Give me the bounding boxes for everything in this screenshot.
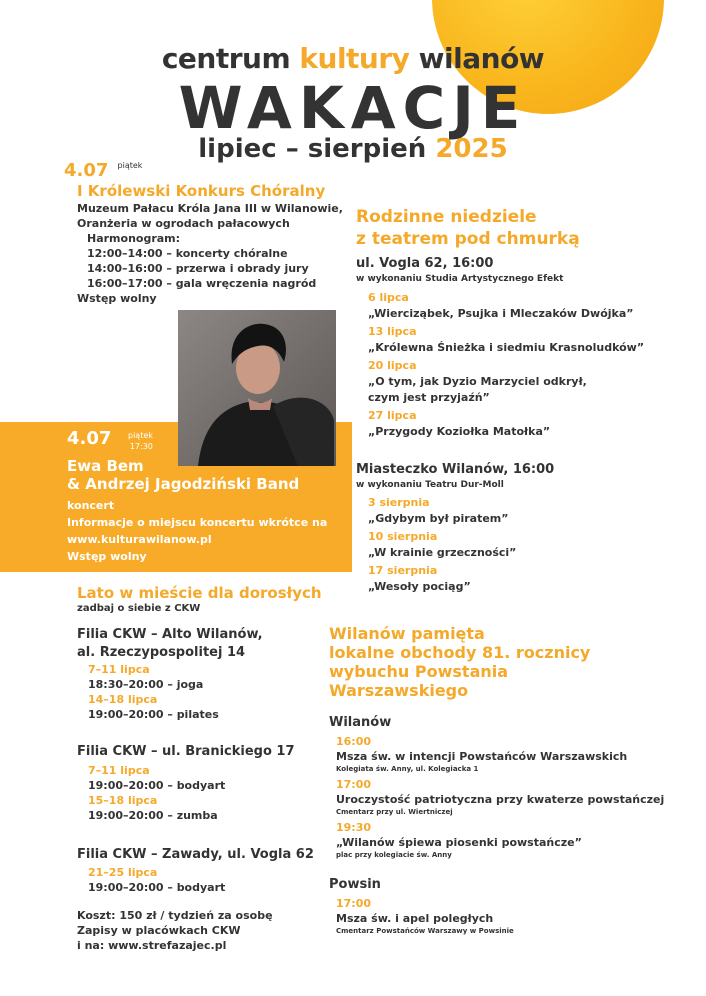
concert-time: 17:30 xyxy=(129,442,153,451)
choir-details xyxy=(77,201,347,306)
concert-day: piątek xyxy=(128,431,153,440)
event-title: Msza św. w intencji Powstańców Warszawskich xyxy=(336,750,628,763)
concert-type: koncert xyxy=(67,499,115,512)
adults-signup: Zapisy w placówkach CKW xyxy=(77,924,241,937)
class-date: 14–18 lipca xyxy=(88,693,158,706)
uprising-place-powsin: Powsin xyxy=(329,877,381,892)
show-date: 3 sierpnia xyxy=(368,496,430,509)
adults-cost: Koszt: 150 zł / tydzień za osobę xyxy=(77,909,273,922)
choir-day: piątek xyxy=(117,161,143,170)
adults-web: i na: www.strefazajec.pl xyxy=(77,939,227,952)
uprising-events-wilanow xyxy=(336,734,702,860)
show-title: „W krainie grzeczności” xyxy=(368,546,517,559)
uprising-title-line2: lokalne obchody 81. rocznicy xyxy=(329,643,591,662)
branch-2-schedule xyxy=(88,763,225,823)
show-date: 6 lipca xyxy=(368,291,409,304)
event-place: Cmentarz Powstańców Warszawy w Powsinie xyxy=(336,927,514,935)
concert-artist-line1: Ewa Bem xyxy=(67,457,144,475)
concert-artist xyxy=(67,457,299,493)
show-title: „Wierciząbek, Psujka i Mleczaków Dwójka” xyxy=(368,307,634,320)
choir-program-item: 16:00–17:00 – gala wręczenia nagród xyxy=(87,277,317,290)
brand-word-centrum: centrum xyxy=(161,42,291,75)
theatre-location-2: Miasteczko Wilanów, 16:00 xyxy=(356,462,555,477)
event-time: 19:30 xyxy=(336,821,372,834)
theatre-title-line1: Rodzinne niedziele xyxy=(356,207,537,227)
choir-program-item: 14:00–16:00 – przerwa i obrady jury xyxy=(87,262,309,275)
show-title: „Królewna Śnieżka i siedmiu Krasnoludków” xyxy=(368,341,645,354)
branch-2: Filia CKW – ul. Branickiego 17 xyxy=(77,744,295,759)
theatre-performer-1: w wykonaniu Studia Artystycznego Efekt xyxy=(356,274,564,284)
branch-1-line2: al. Rzeczypospolitej 14 xyxy=(77,645,246,660)
concert-date: 4.07 xyxy=(67,428,112,449)
show-title-cont: czym jest przyjaźń” xyxy=(368,391,490,404)
show-date: 10 sierpnia xyxy=(368,530,438,543)
class-time: 19:00–20:00 – pilates xyxy=(88,708,219,721)
show-date: 13 lipca xyxy=(368,325,417,338)
event-title: Uroczystość patriotyczna przy kwaterze powstańczej xyxy=(336,793,665,806)
choir-date: 4.07 xyxy=(64,160,109,181)
brand-name xyxy=(0,42,706,75)
uprising-title xyxy=(329,624,590,700)
subtitle-year: 2025 xyxy=(435,134,508,164)
adults-subtitle: zadbaj o siebie z CKW xyxy=(77,603,201,614)
choir-program-label: Harmonogram: xyxy=(87,232,181,245)
branch-1-schedule xyxy=(88,662,219,722)
choir-place-line1: Muzeum Pałacu Króla Jana III w Wilanowie, xyxy=(77,202,343,215)
branch-1 xyxy=(77,626,263,662)
event-place: plac przy kolegiacie św. Anny xyxy=(336,851,452,859)
uprising-events-powsin xyxy=(336,896,702,936)
concert-date-block xyxy=(67,428,111,449)
uprising-place-wilanow: Wilanów xyxy=(329,715,392,730)
concert-url: www.kulturawilanow.pl xyxy=(67,533,212,546)
uprising-title-line3: wybuchu Powstania xyxy=(329,662,509,681)
concert-day-time xyxy=(128,430,153,452)
concert-info: Informacje o miejscu koncertu wkrótce na xyxy=(67,516,328,529)
class-time: 19:00–20:00 – bodyart xyxy=(88,881,226,894)
concert-entry: Wstęp wolny xyxy=(67,550,147,563)
event-time: 17:00 xyxy=(336,778,372,791)
event-place: Cmentarz przy ul. Wiertniczej xyxy=(336,808,453,816)
class-date: 21–25 lipca xyxy=(88,866,158,879)
show-date: 27 lipca xyxy=(368,409,417,422)
class-time: 18:30–20:00 – joga xyxy=(88,678,204,691)
show-title: „O tym, jak Dyzio Marzyciel odkrył, xyxy=(368,375,587,388)
artist-photo xyxy=(178,310,336,466)
choir-program-item: 12:00–14:00 – koncerty chóralne xyxy=(87,247,288,260)
choir-date-block xyxy=(64,160,142,181)
event-title: Msza św. i apel poległych xyxy=(336,912,494,925)
class-date: 15–18 lipca xyxy=(88,794,158,807)
class-date: 7–11 lipca xyxy=(88,764,150,777)
event-place: Kolegiata św. Anny, ul. Kolegiacka 1 xyxy=(336,765,479,773)
show-title: „Przygody Koziołka Matołka” xyxy=(368,425,551,438)
adults-title: Lato w mieście dla dorosłych xyxy=(77,584,322,602)
brand-word-wilanow: wilanów xyxy=(418,42,545,75)
event-time: 17:00 xyxy=(336,897,372,910)
branch-3-schedule xyxy=(88,865,225,895)
uprising-title-line4: Warszawskiego xyxy=(329,681,469,700)
event-time: 16:00 xyxy=(336,735,372,748)
choir-title: I Królewski Konkurs Chóralny xyxy=(77,182,326,200)
theatre-location-1: ul. Vogla 62, 16:00 xyxy=(356,256,494,271)
class-time: 19:00–20:00 – bodyart xyxy=(88,779,226,792)
choir-place-line2: Oranżeria w ogrodach pałacowych xyxy=(77,217,290,230)
adults-footer xyxy=(77,908,273,953)
concert-details xyxy=(67,497,327,565)
concert-artist-line2: & Andrzej Jagodziński Band xyxy=(67,475,300,493)
event-title: „Wilanów śpiewa piosenki powstańcze” xyxy=(336,836,582,849)
theatre-title xyxy=(356,206,580,250)
theatre-performer-2: w wykonaniu Teatru Dur-Moll xyxy=(356,480,504,490)
choir-entry: Wstęp wolny xyxy=(77,292,157,305)
branch-3: Filia CKW – Zawady, ul. Vogla 62 xyxy=(77,847,314,862)
show-date: 17 sierpnia xyxy=(368,564,438,577)
theatre-shows-2 xyxy=(368,495,516,595)
uprising-title-line1: Wilanów pamięta xyxy=(329,624,485,643)
theatre-title-line2: z teatrem pod chmurką xyxy=(356,229,580,249)
brand-word-kultury: kultury xyxy=(299,42,410,75)
page-title: WAKACJE xyxy=(178,74,528,142)
artist-silhouette-icon xyxy=(178,310,336,466)
class-time: 19:00–20:00 – zumba xyxy=(88,809,218,822)
show-date: 20 lipca xyxy=(368,359,417,372)
branch-1-line1: Filia CKW – Alto Wilanów, xyxy=(77,627,263,642)
subtitle-months: lipiec – sierpień xyxy=(198,134,427,164)
show-title: „Gdybym był piratem” xyxy=(368,512,509,525)
class-date: 7–11 lipca xyxy=(88,663,150,676)
show-title: „Wesoły pociąg” xyxy=(368,580,471,593)
theatre-shows-1 xyxy=(368,290,644,440)
